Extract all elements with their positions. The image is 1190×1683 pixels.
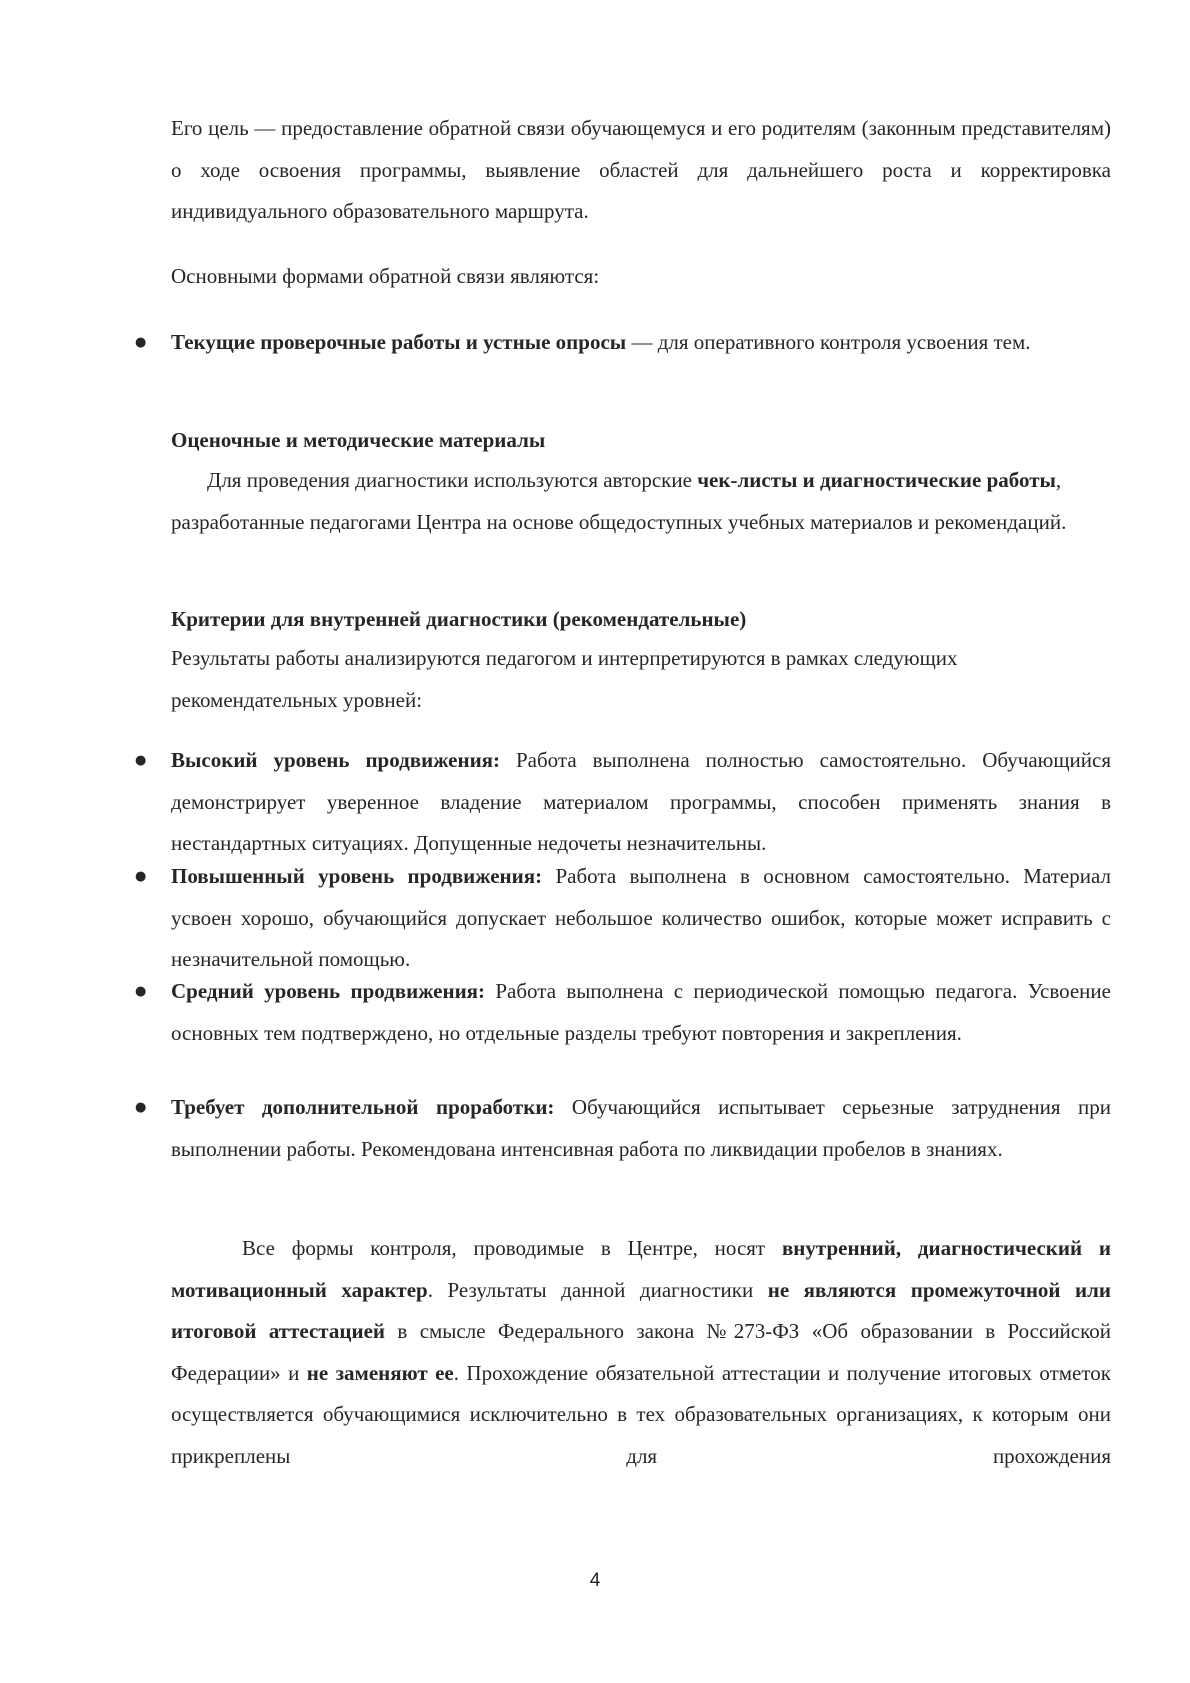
level-description: Работа выполнена полностью самостоятельно. Обучающийся демонстрирует уверенное владение материалом программы, способен применять знания в нестандартных ситуациях. Допущенные недочеты незначительны. xyxy=(171,748,1112,855)
materials-paragraph xyxy=(171,460,1111,543)
conclusion-text: . Прохождение обязательной аттестации и получение итоговых отметок осуществляется обучающимися исключительно в тех образовательных организациях, к которым они прикреплены для прохождения xyxy=(171,1360,1111,1468)
list-item-bold: Текущие проверочные работы и устные опросы xyxy=(171,330,627,354)
feedback-forms-intro: Основными формами обратной связи являются: xyxy=(171,264,600,288)
list-item xyxy=(135,856,1111,981)
conclusion-bold: не являются промежуточной или итоговой аттестацией xyxy=(171,1277,1112,1343)
materials-bold: чек-листы и диагностические работы xyxy=(697,468,1056,492)
materials-text: Для проведения диагностики используются авторские xyxy=(207,468,698,492)
bullet-icon: ● xyxy=(135,335,147,350)
bullet-icon: ● xyxy=(135,753,147,768)
list-item xyxy=(135,322,1111,364)
conclusion-bold: внутренний, диагностический и мотивационный характер xyxy=(171,1236,1111,1302)
intro-paragraph: Его цель — предоставление обратной связи обучающемуся и его родителям (законным представителям) о ходе освоения программы, выявление областей для дальнейшего роста и корректировка индивидуального образовательного маршрута. xyxy=(171,116,1111,223)
conclusion-text: . Результаты данной диагностики xyxy=(427,1277,768,1302)
level-description: Работа выполнена с периодической помощью педагога. Усвоение основных тем подтверждено, но отдельные разделы требуют повторения и закрепления. xyxy=(171,979,1111,1045)
bullet-icon: ● xyxy=(135,1100,147,1115)
bullet-icon: ● xyxy=(135,869,147,884)
level-label: Повышенный уровень продвижения: xyxy=(171,864,543,888)
list-item-text: — для оперативного контроля усвоения тем. xyxy=(626,330,1031,354)
list-item xyxy=(135,1087,1111,1170)
page-number: 4 xyxy=(589,1570,601,1591)
level-label: Средний уровень продвижения: xyxy=(171,979,486,1003)
level-label: Высокий уровень продвижения: xyxy=(171,748,501,772)
level-description: Работа выполнена в основном самостоятельно. Материал усвоен хорошо, обучающийся допускает небольшое количество ошибок, которые может исправить с незначительной помощью. xyxy=(171,864,1111,971)
list-item xyxy=(135,971,1111,1054)
criteria-intro: Результаты работы анализируются педагогом и интерпретируются в рамках следующих рекомендательных уровней: xyxy=(171,646,958,712)
conclusion-paragraph xyxy=(171,1228,1111,1477)
level-label: Требует дополнительной проработки: xyxy=(171,1095,555,1119)
level-description: Обучающийся испытывает серьезные затруднения при выполнении работы. Рекомендована интенсивная работа по ликвидации пробелов в знаниях. xyxy=(171,1095,1111,1161)
bullet-icon: ● xyxy=(135,984,147,999)
conclusion-text: в смысле Федерального закона №273-ФЗ «Об образовании в Российской Федерации» и xyxy=(171,1319,1111,1385)
materials-text-end: , разработанные педагогами Центра на основе общедоступных учебных материалов и рекомендаций. xyxy=(171,468,1067,534)
conclusion-bold: не заменяют ее xyxy=(306,1360,454,1385)
section-heading-materials: Оценочные и методические материалы xyxy=(171,428,546,452)
list-item xyxy=(135,740,1112,865)
section-heading-criteria: Критерии для внутренней диагностики (рекомендательные) xyxy=(171,607,747,631)
conclusion-text: Все формы контроля, проводимые в Центре, носят xyxy=(242,1236,782,1260)
